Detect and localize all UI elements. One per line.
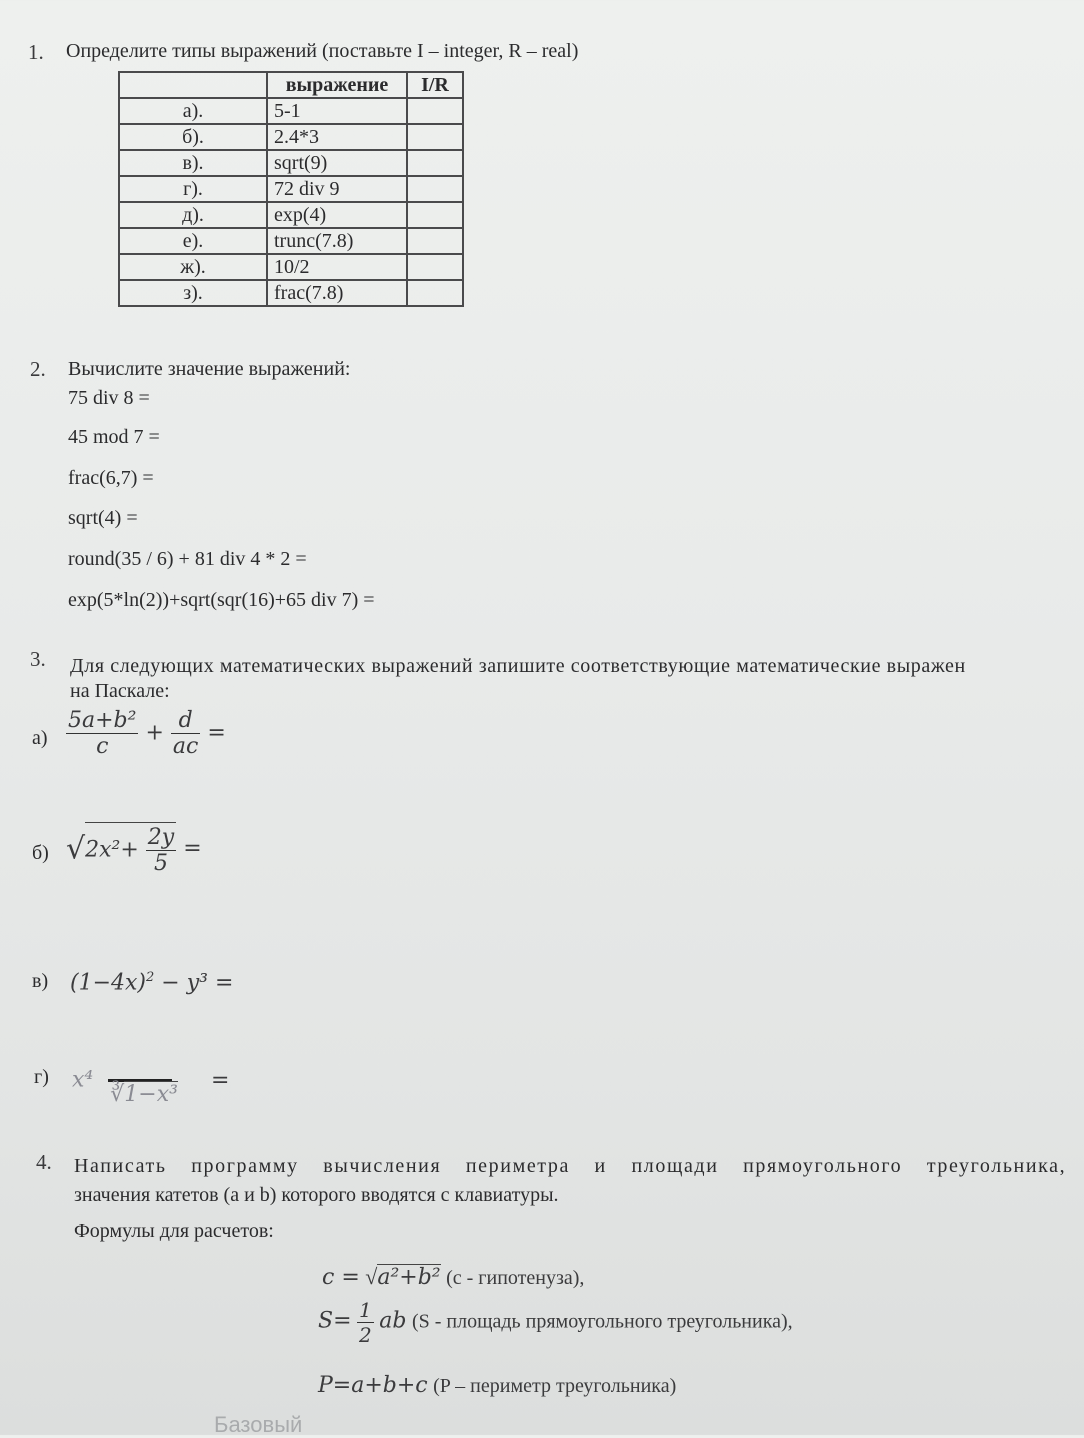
row-answer-cell[interactable] <box>407 254 463 280</box>
table-row <box>119 176 463 202</box>
row-expression: 5-1 <box>267 98 407 124</box>
q4-line3: Формулы для расчетов: <box>74 1220 274 1242</box>
q3-g-den: 1−x³ <box>124 1082 178 1107</box>
row-answer-cell[interactable] <box>407 228 463 254</box>
f1-radicand: a²+b² <box>377 1265 441 1290</box>
q3-v-expr: (1−4x) <box>70 970 147 996</box>
f2-lhs: S= <box>318 1308 352 1334</box>
col-expr-header: выражение <box>267 72 407 98</box>
row-answer-cell[interactable] <box>407 176 463 202</box>
row-label: а). <box>119 98 267 124</box>
formula-perimeter <box>318 1372 676 1398</box>
row-expression: 72 div 9 <box>267 176 407 202</box>
q4-line2: значения катетов (a и b) которого вводятся с клавиатуры. <box>74 1184 559 1206</box>
q4-number: 4. <box>36 1150 52 1174</box>
q3-g-eq: = <box>210 1067 230 1093</box>
q2-line: sqrt(4) = <box>68 507 138 529</box>
row-label: з). <box>119 280 267 306</box>
q4-line1: Написать программу вычисления периметра и площади прямоугольного треугольника, <box>74 1155 1067 1177</box>
row-answer-cell[interactable] <box>407 150 463 176</box>
f2-note: (S - площадь прямоугольного треугольника), <box>411 1310 793 1333</box>
row-answer-cell[interactable] <box>407 124 463 150</box>
f2-num: 1 <box>359 1298 372 1322</box>
table-header-row <box>119 72 463 98</box>
table-row <box>119 202 463 228</box>
q3-g-expr: x⁴ <box>72 1067 94 1093</box>
q2-line: frac(6,7) = <box>68 467 154 489</box>
formula-hypotenuse <box>322 1264 584 1290</box>
q2-number: 2. <box>30 357 46 381</box>
footer-text: Базовый <box>214 1412 303 1437</box>
f3-note: (P – периметр треугольника) <box>433 1375 677 1397</box>
table-row <box>119 98 463 124</box>
row-expression: frac(7.8) <box>267 280 407 306</box>
q3-a-eq: = <box>207 720 226 746</box>
q3-v-formula <box>70 970 233 995</box>
q3-b-den: 5 <box>154 851 169 876</box>
row-label: ж). <box>119 254 267 280</box>
q3-a-label: а) <box>32 727 48 749</box>
q3-text-line2: на Паскале: <box>70 680 170 702</box>
q3-g-label: г) <box>34 1066 49 1088</box>
table-row <box>119 124 463 150</box>
table-row <box>119 150 463 176</box>
row-answer-cell[interactable] <box>407 98 463 124</box>
q2-line: 45 mod 7 = <box>68 426 160 448</box>
q3-b-eq: = <box>183 836 202 861</box>
f1-note: (c - гипотенуза), <box>446 1267 585 1289</box>
row-label: г). <box>119 176 267 202</box>
row-expression: sqrt(9) <box>267 150 407 176</box>
q2-line: exp(5*ln(2))+sqrt(sqr(16)+65 div 7) = <box>68 589 375 611</box>
sqrt-icon: √ <box>365 1264 378 1289</box>
q3-a-plus: + <box>145 720 164 746</box>
q1-text: Определите типы выражений (поставьте I – integer, R – real) <box>66 40 579 62</box>
q3-text-line1: Для следующих математических выражений запишите соответствующие математические выражен <box>70 655 966 677</box>
formula-area <box>318 1298 793 1347</box>
q3-b-inner: 2x²+ <box>85 837 139 863</box>
row-label: б). <box>119 124 267 150</box>
q2-line: 75 div 8 = <box>68 387 150 409</box>
q3-a-num2: d <box>171 708 200 734</box>
table-row <box>119 228 463 254</box>
row-expression: 10/2 <box>267 254 407 280</box>
row-expression: exp(4) <box>267 202 407 228</box>
table-row <box>119 254 463 280</box>
q3-b-formula <box>66 822 202 876</box>
q3-number: 3. <box>30 647 46 671</box>
q3-v-label: в) <box>32 970 49 992</box>
f2-den: 2 <box>359 1323 372 1347</box>
f2-rest: ab <box>379 1308 407 1334</box>
row-label: е). <box>119 228 267 254</box>
q1-number: 1. <box>28 40 44 64</box>
table-row <box>119 280 463 306</box>
q2-text: Вычислите значение выражений: <box>68 358 351 380</box>
col-ir-header: I/R <box>407 72 463 98</box>
q3-a-formula <box>66 708 226 759</box>
q3-a-den2: ac <box>172 734 199 759</box>
cube-root-icon: ∛ <box>110 1082 125 1107</box>
q3-a-num: 5a+b² <box>68 708 137 733</box>
q3-b-label: б) <box>32 842 49 864</box>
row-expression: 2.4*3 <box>267 124 407 150</box>
q3-v-rest: − y³ = <box>161 970 234 996</box>
q3-a-den: c <box>96 734 109 759</box>
q3-v-exp: 2 <box>146 970 155 985</box>
row-label: в). <box>119 150 267 176</box>
row-label: д). <box>119 202 267 228</box>
types-table <box>118 71 464 307</box>
row-expression: trunc(7.8) <box>267 228 407 254</box>
q3-b-num: 2y <box>147 825 175 850</box>
row-answer-cell[interactable] <box>407 280 463 306</box>
empty-header <box>119 72 267 98</box>
f3-expr: P=a+b+c <box>318 1373 428 1398</box>
sqrt-icon: √ <box>66 831 86 867</box>
q2-line: round(35 / 6) + 81 div 4 * 2 = <box>68 548 307 570</box>
row-answer-cell[interactable] <box>407 202 463 228</box>
q3-g-formula <box>72 1054 229 1107</box>
f1-lhs: c = <box>322 1265 360 1290</box>
